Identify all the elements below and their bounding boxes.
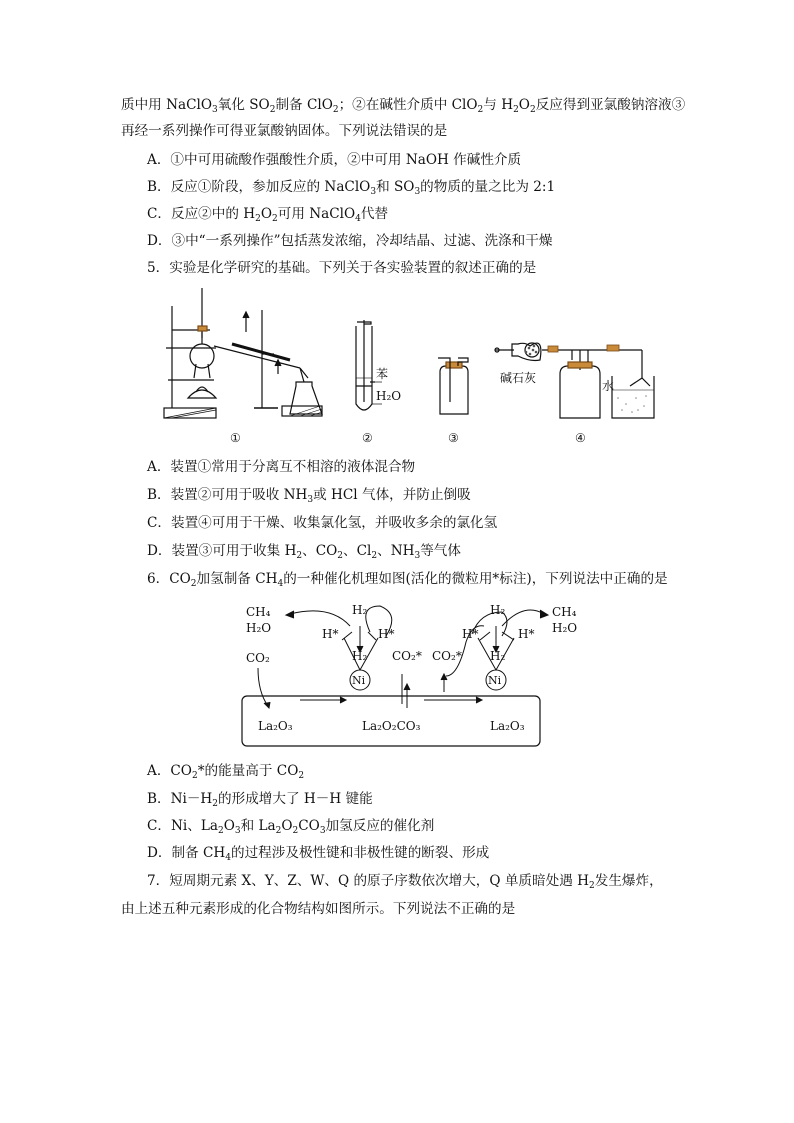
q4-option-b: B．反应①阶段，参加反应的 NaClO$_3$和 $SO_3$的物质的量之比为 2:1 bbox=[147, 179, 556, 197]
label-apparatus-4: ④ bbox=[575, 431, 586, 445]
fig-hstar-1: H* bbox=[322, 627, 339, 641]
fig-ch4-left: CH₄ bbox=[246, 605, 271, 619]
q6-option-d: D．制备 $CH_4$的过程涉及极性键和非极性键的断裂、形成 bbox=[147, 845, 490, 863]
q4-option-d: D．③中“一系列操作”包括蒸发浓缩，冷却结晶、过滤、洗涤和干燥 bbox=[147, 233, 553, 249]
label-apparatus-1: ① bbox=[230, 431, 241, 445]
fig-h2o-left: H₂O bbox=[246, 621, 272, 635]
fig-hstar-4: H* bbox=[518, 627, 535, 641]
q7-stem-line2: 由上述五种元素形成的化合物结构如图所示。下列说法不正确的是 bbox=[121, 901, 516, 917]
gas-bottle-apparatus bbox=[438, 358, 468, 414]
fig-ni-right: Ni bbox=[488, 674, 502, 687]
fig-la2o2co3: La₂O₂CO₃ bbox=[362, 719, 421, 733]
fig-h2-top-right: H₂ bbox=[490, 603, 506, 617]
fig-ch4-right: CH₄ bbox=[552, 605, 577, 619]
q5-apparatus-figure bbox=[150, 286, 670, 446]
q6-stem: 6．$CO_2$加氢制备 $CH_4$的一种催化机理如图(活化的微粒用*标注)，下列说法中正确的是 bbox=[147, 571, 668, 589]
fig-ni-left: Ni bbox=[352, 674, 366, 687]
fig-hstar-3: H* bbox=[462, 627, 479, 641]
fig-h2o-right: H₂O bbox=[552, 621, 578, 635]
q6-mechanism-figure bbox=[240, 596, 600, 752]
fig-co2star-right: CO₂* bbox=[432, 649, 462, 663]
q6-option-c: C．Ni、$La_2O_3$和 $La_2O_2CO_3$加氢反应的催化剂 bbox=[147, 818, 435, 836]
q6-option-b: B．$Ni-H_2$的形成增大了 H－H 键能 bbox=[147, 791, 373, 809]
fig-co2: CO₂ bbox=[246, 651, 270, 665]
q4-stem-line1: 质中用 NaClO$_3$氧化 $SO_2$制备 ClO$_2$；②在碱性介质中 ClO$_2$与 $H_2O_2$反应得到亚氯酸钠溶液③ bbox=[121, 97, 686, 115]
fig-h2-top-left: H₂ bbox=[352, 603, 368, 617]
label-water: 水 bbox=[602, 379, 615, 393]
fig-la2o3-left: La₂O₃ bbox=[258, 719, 293, 733]
q5-option-a: A．装置①常用于分离互不相溶的液体混合物 bbox=[147, 459, 416, 475]
fig-co2star-left: CO₂* bbox=[392, 649, 422, 663]
q4-stem-line2: 再经一系列操作可得亚氯酸钠固体。下列说法错误的是 bbox=[121, 123, 448, 139]
q5-option-b: B．装置②可用于吸收 $NH_3$或 HCl 气体，并防止倒吸 bbox=[147, 487, 471, 505]
distillation-apparatus bbox=[164, 288, 322, 418]
fig-la2o3-right: La₂O₃ bbox=[490, 719, 525, 733]
q7-stem-line1: 7．短周期元素 X、Y、Z、W、Q 的原子序数依次增大，Q 单质暗处遇 $H_2$发生爆炸， bbox=[147, 873, 663, 891]
fig-h2-mid-left: H₂ bbox=[352, 649, 368, 663]
q5-option-d: D．装置③可用于收集 $H_2$、$CO_2$、$Cl_2$、$NH_3$等气体 bbox=[147, 543, 461, 561]
q6-option-a: A．$CO_2*$的能量高于 $CO_2$ bbox=[147, 763, 305, 781]
label-water-formula: H₂O bbox=[376, 389, 402, 403]
q4-option-c: C．反应②中的 $H_2O_2$可用 NaClO$_4$代替 bbox=[147, 206, 389, 224]
fig-h2-mid-right: H₂ bbox=[490, 649, 506, 663]
q5-option-c: C．装置④可用于干燥、收集氯化氢，并吸收多余的氯化氢 bbox=[147, 515, 498, 531]
fig-hstar-2: H* bbox=[378, 627, 395, 641]
label-apparatus-3: ③ bbox=[448, 431, 459, 445]
label-soda-lime: 碱石灰 bbox=[500, 371, 537, 385]
label-apparatus-2: ② bbox=[362, 431, 373, 445]
q4-option-a: A．①中可用硫酸作强酸性介质，②中可用 NaOH 作碱性介质 bbox=[147, 152, 522, 168]
q5-stem: 5．实验是化学研究的基础。下列关于各实验装置的叙述正确的是 bbox=[147, 260, 537, 276]
label-benzene: 苯 bbox=[376, 367, 389, 381]
